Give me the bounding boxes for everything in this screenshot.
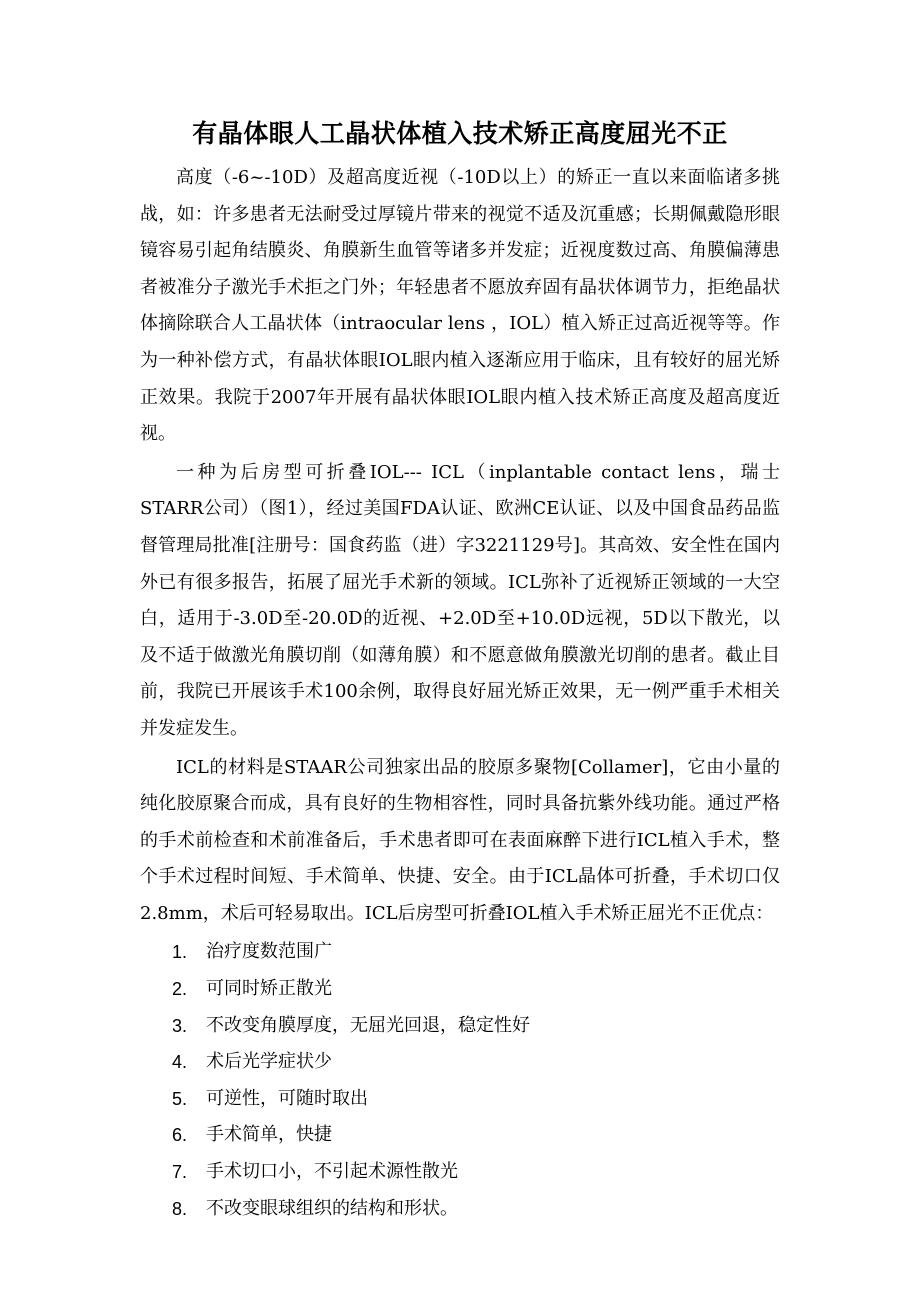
list-item-text: 可逆性，可随时取出 [206, 1087, 368, 1109]
list-item [172, 934, 780, 971]
paragraph-icl-material: ICL的材料是STAAR公司独家出品的胶原多聚物[Collamer]，它由小量的纯化胶原聚合而成，具有良好的生物相容性，同时具备抗紫外线功能。通过严格的手术前检查和术前准备后，手术患者即可在表面麻醉下进行ICL植入手术，整个手术过程时间短、手术简单、快捷、安全。由于ICL晶体可折叠，手术切口仅2.8mm，术后可轻易取出。ICL后房型可折叠IOL植入手术矫正屈光不正优点： [140, 756, 780, 924]
document-title: 有晶体眼人工晶状体植入技术矫正高度屈光不正 [192, 119, 728, 148]
advantages-list [140, 934, 780, 1227]
list-item [172, 1081, 780, 1118]
list-item-number: 7. [172, 1162, 188, 1183]
list-item-text: 手术切口小，不引起术源性散光 [206, 1161, 458, 1183]
list-item-text: 不改变眼球组织的结构和形状。 [206, 1197, 458, 1219]
list-item-text: 不改变角膜厚度，无屈光回退，稳定性好 [206, 1014, 530, 1036]
document-body [140, 160, 780, 1227]
list-item-number: 4. [172, 1052, 188, 1073]
list-item [172, 1191, 780, 1228]
list-item [172, 1044, 780, 1081]
list-item [172, 971, 780, 1008]
list-item-number: 2. [172, 979, 188, 1000]
list-item-number: 3. [172, 1015, 188, 1036]
list-item-text: 手术简单，快捷 [206, 1124, 332, 1146]
list-item [172, 1154, 780, 1191]
list-item-number: 5. [172, 1088, 188, 1109]
list-item-number: 8. [172, 1198, 188, 1219]
paragraph-icl-overview: 一种为后房型可折叠IOL--- ICL（inplantable contact lens，瑞士STARR公司）（图1），经过美国FDA认证、欧洲CE认证、以及中国食品药品监督管理局批准[注册号：国食药监（进）字3221129号]。其高效、安全性在国内外已有很多报告，拓展了屈光手术新的领域。ICL弥补了近视矫正领域的一大空白，适用于-3.0D至-20.0D的近视、+2.0D至+10.0D远视，5D以下散光，以及不适于做激光角膜切削（如薄角膜）和不愿意做角膜激光切削的患者。截止目前，我院已开展该手术100余例，取得良好屈光矫正效果，无一例严重手术相关并发症发生。 [140, 461, 780, 739]
list-item-text: 可同时矫正散光 [206, 978, 332, 1000]
list-item-number: 1. [172, 942, 188, 963]
paragraph-intro: 高度（-6~-10D）及超高度近视（-10D以上）的矫正一直以来面临诸多挑战，如：许多患者无法耐受过厚镜片带来的视觉不适及沉重感；长期佩戴隐形眼镜容易引起角结膜炎、角膜新生血管等诸多并发症；近视度数过高、角膜偏薄患者被准分子激光手术拒之门外；年轻患者不愿放弃固有晶状体调节力，拒绝晶状体摘除联合人工晶状体（intraocular lens ，IOL）植入矫正过高近视等等。作为一种补偿方式，有晶状体眼IOL眼内植入逐渐应用于临床，且有较好的屈光矫正效果。我院于2007年开展有晶状体眼IOL眼内植入技术矫正高度及超高度近视。 [140, 167, 780, 445]
list-item-text: 治疗度数范围广 [206, 941, 332, 963]
list-item [172, 1117, 780, 1154]
list-item-number: 6. [172, 1125, 188, 1146]
list-item [172, 1008, 780, 1045]
list-item-text: 术后光学症状少 [206, 1051, 332, 1073]
